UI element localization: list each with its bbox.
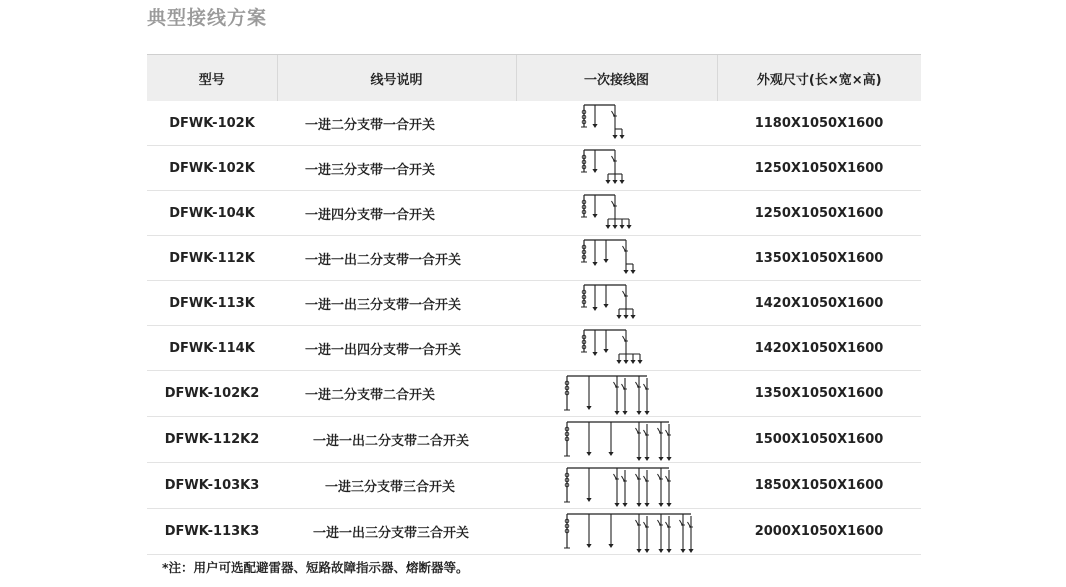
table-row (147, 371, 921, 417)
cell-description: 一进二分支带一合开关 (277, 101, 516, 146)
cell-diagram (516, 281, 717, 326)
one-line-diagram (516, 326, 716, 370)
cell-model: DFWK-102K (147, 146, 277, 191)
tap-arrow (603, 304, 608, 308)
table-row (147, 509, 921, 555)
one-line-diagram (516, 510, 716, 554)
cell-dimensions: 1350X1050X1600 (717, 371, 921, 417)
cell-model: DFWK-104K (147, 191, 277, 236)
branch-arrow (612, 135, 617, 139)
header-description: 线号说明 (277, 55, 516, 101)
cell-diagram (516, 326, 717, 371)
cell-dimensions: 1420X1050X1600 (717, 281, 921, 326)
cell-dimensions: 2000X1050X1600 (717, 509, 921, 555)
cell-description: 一进三分支带一合开关 (277, 146, 516, 191)
branch-arrow (636, 503, 641, 507)
wiring-scheme-table (147, 55, 921, 555)
cell-description: 一进一出二分支带二合开关 (277, 417, 516, 463)
cell-model: DFWK-113K (147, 281, 277, 326)
one-line-diagram (516, 281, 716, 325)
cell-dimensions: 1850X1050X1600 (717, 463, 921, 509)
cell-dimensions: 1250X1050X1600 (717, 191, 921, 236)
table-row (147, 236, 921, 281)
branch-arrow (644, 411, 649, 415)
cell-diagram (516, 509, 717, 555)
tap-arrow (586, 498, 591, 502)
cell-diagram (516, 191, 717, 236)
branch-arrow (626, 225, 631, 229)
tap-arrow (586, 406, 591, 410)
outgoing-arrow (586, 452, 591, 456)
branch-arrow (616, 315, 621, 319)
cell-diagram (516, 101, 717, 146)
branch-arrow (619, 135, 624, 139)
tap-arrow (603, 349, 608, 353)
branch-arrow (688, 549, 693, 553)
cell-model: DFWK-103K3 (147, 463, 277, 509)
cell-diagram (516, 371, 717, 417)
cell-dimensions: 1500X1050X1600 (717, 417, 921, 463)
table-header-row (147, 55, 921, 101)
branch-arrow (666, 457, 671, 461)
branch-arrow (680, 549, 685, 553)
outgoing-arrow (592, 307, 597, 311)
tap-arrow (608, 452, 613, 456)
table-row (147, 417, 921, 463)
branch-arrow (612, 225, 617, 229)
branch-arrow (623, 270, 628, 274)
branch-arrow (630, 360, 635, 364)
tap-arrow (603, 259, 608, 263)
branch-arrow (623, 315, 628, 319)
cell-model: DFWK-102K2 (147, 371, 277, 417)
branch-arrow (658, 549, 663, 553)
cell-dimensions: 1250X1050X1600 (717, 146, 921, 191)
tap-arrow (592, 124, 597, 128)
branch-arrow (636, 549, 641, 553)
one-line-diagram (516, 418, 716, 462)
cell-description: 一进一出四分支带一合开关 (277, 326, 516, 371)
cell-description: 一进一出二分支带一合开关 (277, 236, 516, 281)
footnote: *注：用户可选配避雷器、短路故障指示器、熔断器等。 (162, 560, 469, 575)
branch-arrow (666, 503, 671, 507)
branch-arrow (644, 503, 649, 507)
branch-arrow (666, 549, 671, 553)
branch-arrow (612, 180, 617, 184)
cell-model: DFWK-112K2 (147, 417, 277, 463)
header-model: 型号 (147, 55, 277, 101)
one-line-diagram (516, 191, 716, 235)
outgoing-arrow (592, 262, 597, 266)
cell-diagram (516, 417, 717, 463)
cell-diagram (516, 146, 717, 191)
branch-arrow (644, 457, 649, 461)
branch-arrow (614, 411, 619, 415)
header-diagram: 一次接线图 (516, 55, 717, 101)
table-row (147, 281, 921, 326)
branch-arrow (619, 180, 624, 184)
table-row (147, 191, 921, 236)
branch-arrow (636, 411, 641, 415)
cell-model: DFWK-114K (147, 326, 277, 371)
cell-diagram (516, 236, 717, 281)
one-line-diagram (516, 101, 716, 145)
branch-arrow (630, 315, 635, 319)
branch-arrow (605, 225, 610, 229)
table-row (147, 146, 921, 191)
header-dimensions: 外观尺寸(长×宽×高) (717, 55, 921, 101)
tap-arrow (592, 214, 597, 218)
cell-description: 一进一出三分支带一合开关 (277, 281, 516, 326)
cell-model: DFWK-112K (147, 236, 277, 281)
cell-dimensions: 1180X1050X1600 (717, 101, 921, 146)
table-row (147, 101, 921, 146)
tap-arrow (592, 169, 597, 173)
one-line-diagram (516, 464, 716, 508)
cell-dimensions: 1420X1050X1600 (717, 326, 921, 371)
outgoing-arrow (592, 352, 597, 356)
branch-arrow (619, 225, 624, 229)
branch-arrow (644, 549, 649, 553)
cell-description: 一进四分支带一合开关 (277, 191, 516, 236)
branch-arrow (614, 503, 619, 507)
branch-arrow (658, 503, 663, 507)
page-title: 典型接线方案 (147, 7, 268, 29)
outgoing-arrow (586, 544, 591, 548)
cell-dimensions: 1350X1050X1600 (717, 236, 921, 281)
cell-model: DFWK-102K (147, 101, 277, 146)
cell-model: DFWK-113K3 (147, 509, 277, 555)
branch-arrow (637, 360, 642, 364)
branch-arrow (622, 503, 627, 507)
branch-arrow (658, 457, 663, 461)
branch-arrow (622, 411, 627, 415)
tap-arrow (608, 544, 613, 548)
branch-arrow (616, 360, 621, 364)
branch-arrow (630, 270, 635, 274)
branch-arrow (623, 360, 628, 364)
one-line-diagram (516, 236, 716, 280)
table-row (147, 326, 921, 371)
cell-diagram (516, 463, 717, 509)
branch-arrow (605, 180, 610, 184)
one-line-diagram (516, 372, 716, 416)
one-line-diagram (516, 146, 716, 190)
cell-description: 一进一出三分支带三合开关 (277, 509, 516, 555)
table-row (147, 463, 921, 509)
cell-description: 一进二分支带二合开关 (277, 371, 516, 417)
cell-description: 一进三分支带三合开关 (277, 463, 516, 509)
branch-arrow (636, 457, 641, 461)
